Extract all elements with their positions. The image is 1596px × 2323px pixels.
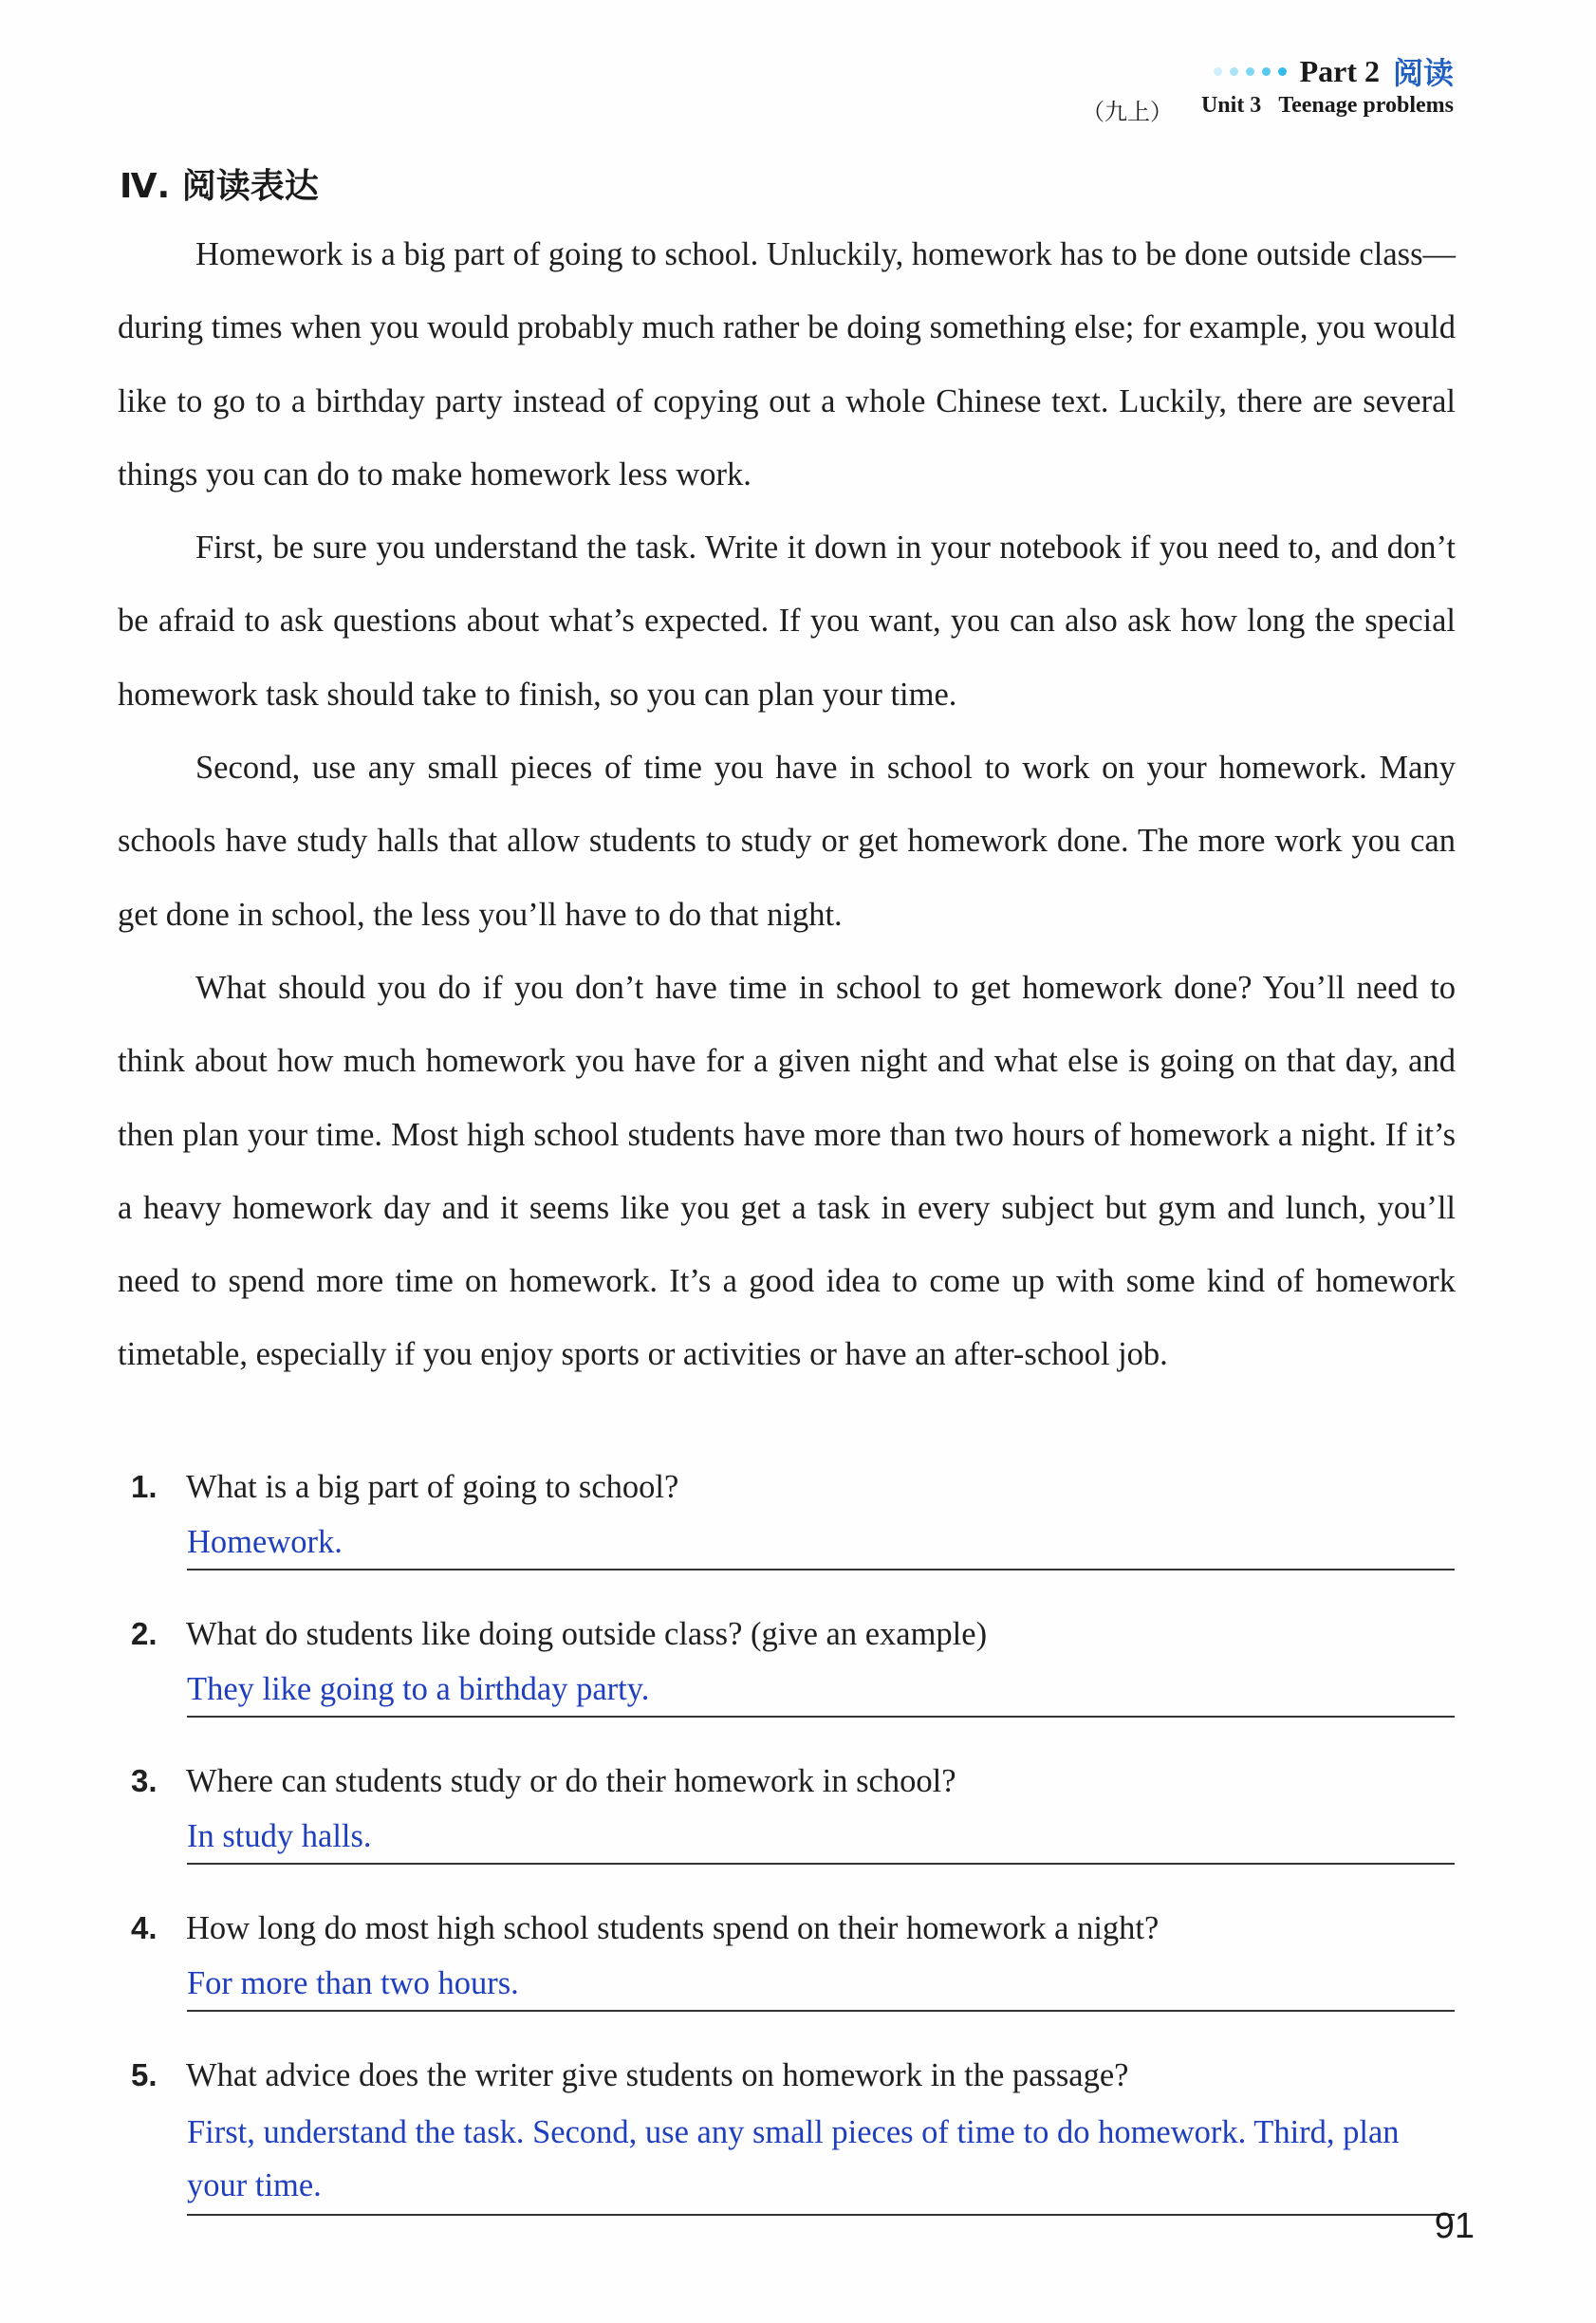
section-title: Ⅳ. 阅读表达 — [120, 167, 319, 206]
question-text: How long do most high school students spend on their homework a night? — [186, 1910, 1160, 1946]
question-item — [131, 1616, 1459, 1718]
answer-field[interactable]: They like going to a birthday party. — [187, 1664, 1455, 1718]
paragraph: Second, use any small pieces of time you have in school to work on your homework. Many schools have study halls that allow students to study or get homework done. The more work you can get done in school, the less you’ll have to do that night. — [118, 750, 1456, 933]
question-item — [131, 2057, 1459, 2216]
paragraph: Homework is a big part of going to school. Unluckily, homework has to be done outside class—during times when you would probably much rather be doing something else; for example, you would like to go to a birthday party instead of copying out a whole Chinese text. Luckily, there are several things you can do to make homework less work. — [118, 236, 1456, 492]
question-number: 2. — [131, 1616, 158, 1651]
question-text: What do students like doing outside class? (give an example) — [186, 1616, 988, 1652]
dot-3 — [1246, 67, 1254, 76]
dot-4 — [1262, 67, 1271, 76]
dot-5 — [1278, 67, 1287, 76]
question-text: What is a big part of going to school? — [186, 1469, 679, 1505]
answer-field[interactable]: In study halls. — [187, 1812, 1455, 1865]
question-text: What advice does the writer give students on homework in the passage? — [186, 2057, 1129, 2093]
question-number: 5. — [131, 2057, 158, 2092]
question-item — [131, 1910, 1459, 2012]
category-label: 阅读 — [1392, 55, 1454, 91]
page-number: 91 — [1434, 2206, 1475, 2246]
decorative-dots — [1214, 67, 1287, 76]
paragraph: First, be sure you understand the task. Write it down in your notebook if you need to, and don’t be afraid to ask questions about what’s expected. If you want, you can also ask how long the special homework task should take to finish, so you can plan your time. — [118, 530, 1456, 713]
part-label: Part 2 — [1299, 53, 1380, 88]
page-header — [1214, 49, 1454, 93]
question-number: 1. — [131, 1469, 158, 1504]
question-item — [131, 1469, 1459, 1570]
answer-field[interactable]: First, understand the task. Second, use any small pieces of time to do homework. Third, plan your time. — [187, 2106, 1455, 2216]
question-text: Where can students study or do their homework in school? — [186, 1763, 956, 1799]
unit-title: Teenage problems — [1278, 93, 1454, 118]
paragraph: What should you do if you don’t have time in school to get homework done? You’ll need to think about how much homework you have for a given night and what else is going on that day, and then plan your time. Most high school students have more than two hours of homework a night. If it’s a heavy homework day and it seems like you get a task in every subject but gym and lunch, you’ll need to spend more time on homework. It’s a good idea to come up with some kind of homework timetable, especially if you enjoy sports or activities or have an after-school job. — [118, 969, 1456, 1373]
answer-field[interactable]: Homework. — [187, 1517, 1455, 1570]
unit-label — [1201, 93, 1454, 126]
question-item — [131, 1763, 1459, 1865]
reading-passage — [118, 218, 1456, 1392]
question-number: 4. — [131, 1910, 158, 1945]
grade-label: （九上） — [1081, 99, 1173, 125]
question-number: 3. — [131, 1763, 158, 1798]
dot-2 — [1230, 67, 1238, 76]
dot-1 — [1214, 67, 1222, 76]
answer-field[interactable]: For more than two hours. — [187, 1959, 1455, 2012]
unit-header — [1082, 93, 1454, 126]
unit-number: Unit 3 — [1200, 93, 1262, 118]
